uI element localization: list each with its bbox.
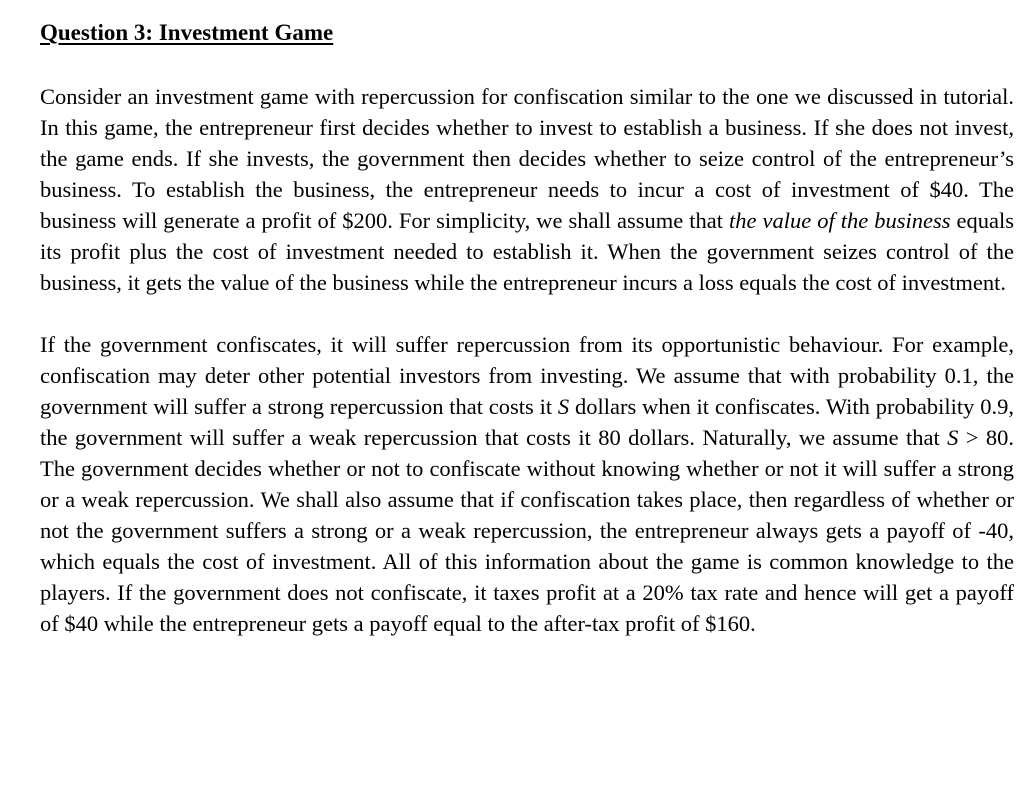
paragraph2-text-a: If the government confiscates, it will suffer repercussion from its opportunistic behaviour. For example, confiscation may deter other potential investors from investing. We assume that with probability 0.1, the government will suffer a strong repercussion that costs it — [40, 332, 1014, 419]
paragraph2-text-c: > 80. The government decides whether or not to confiscate without knowing whether or not it will suffer a strong or a weak repercussion. We shall also assume that if confiscation takes place, then regardless of whether or not the government suffers a strong or a weak repercussion, the entrepreneur always gets a payoff of -40, which equals the cost of investment. All of this information about the game is common knowledge to the players. If the government does not confiscate, it taxes profit at a 20% tax rate and hence will get a payoff of $40 while the entrepreneur gets a payoff equal to the after-tax profit of $160. — [40, 425, 1014, 636]
paragraph1-text-a: Consider an investment game with repercussion for confiscation similar to the one we discussed in tutorial. In this game, the entrepreneur first decides whether to invest to establish a business. If she does not invest, the game ends. If she invests, the government then decides whether to seize control of the entrepreneur’s business. To establish the business, the entrepreneur needs to incur a cost of investment of $40. The business will generate a profit of $200. For simplicity, we shall assume that — [40, 84, 1014, 233]
question-title: Question 3: Investment Game — [40, 20, 334, 45]
paragraph-repercussion — [40, 329, 1014, 639]
paragraph-game-description — [40, 81, 1014, 298]
variable-s-second: S — [947, 425, 959, 450]
paragraph1-text-b: equals its profit plus the cost of investment needed to establish it. When the government seizes control of the business, it gets the value of the business while the entrepreneur incurs a loss equals the cost of investment. — [40, 208, 1015, 295]
document-page — [40, 18, 1014, 639]
paragraph2-text-b: dollars when it confiscates. With probability 0.9, the government will suffer a weak repercussion that costs it 80 dollars. Naturally, we assume that — [40, 394, 1014, 450]
variable-s-first: S — [557, 394, 570, 419]
paragraph1-italic-phrase: the value of the business — [729, 208, 951, 233]
